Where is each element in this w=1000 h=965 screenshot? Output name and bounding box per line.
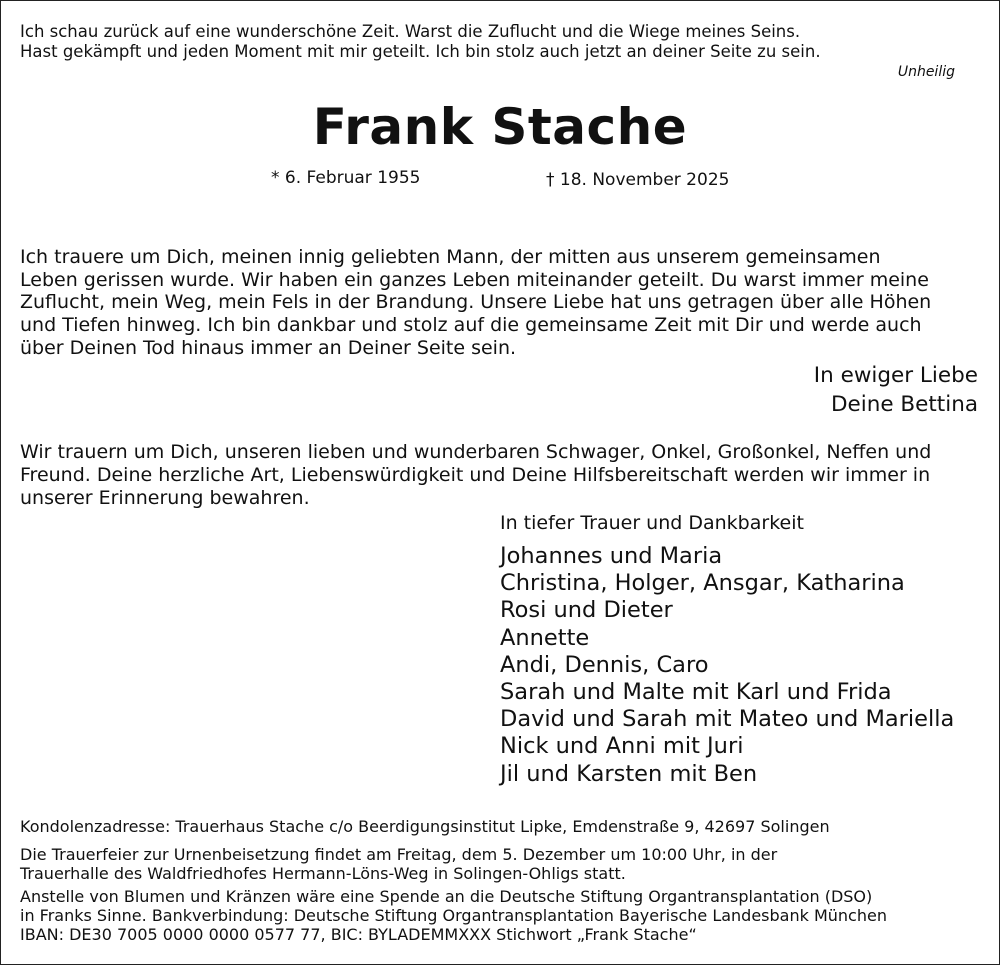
death-date: † 18. November 2025 — [546, 170, 730, 190]
family-name-line: Jil und Karsten mit Ben — [500, 760, 758, 787]
wife-message — [20, 246, 931, 360]
signature-line: Deine Bettina — [830, 392, 978, 417]
family-names — [500, 543, 954, 788]
ceremony-line: Die Trauerfeier zur Urnenbeisetzung findet am Freitag, dem 5. Dezember um 10:00 Uhr, in der — [20, 845, 778, 864]
family-signature-intro: In tiefer Trauer und Dankbarkeit — [500, 512, 804, 534]
quote-line: Ich schau zurück auf eine wunderschöne Zeit. Warst die Zuflucht und die Wiege meines Seins. — [20, 22, 801, 41]
family-name-line: David und Sarah mit Mateo und Mariella — [500, 706, 955, 733]
family-name-line: Nick und Anni mit Juri — [500, 733, 744, 760]
message-line: Freund. Deine herzliche Art, Liebenswürdigkeit und Deine Hilfsbereitschaft werden wir immer in — [20, 463, 931, 486]
signature-line: In ewiger Liebe — [813, 363, 978, 388]
message-line: über Deinen Tod hinaus immer an Deiner Seite sein. — [20, 336, 517, 359]
condolence-address: Kondolenzadresse: Trauerhaus Stache c/o Beerdigungsinstitut Lipke, Emdenstraße 9, 42697 Solingen — [20, 817, 830, 836]
ceremony-info — [20, 845, 777, 883]
wife-signature — [814, 361, 978, 419]
family-name-line: Rosi und Dieter — [500, 597, 673, 624]
message-line: unserer Erinnerung bewahren. — [20, 486, 310, 509]
message-line: Wir trauern um Dich, unseren lieben und wunderbaren Schwager, Onkel, Großonkel, Neffen und — [20, 441, 932, 463]
ceremony-line: Trauerhalle des Waldfriedhofes Hermann-Löns-Weg in Solingen-Ohligs statt. — [20, 864, 626, 883]
message-line: und Tiefen hinweg. Ich bin dankbar und stolz auf die gemeinsame Zeit mit Dir und werde auch — [20, 314, 922, 337]
family-name-line: Johannes und Maria — [500, 543, 723, 569]
family-name-line: Christina, Holger, Ansgar, Katharina — [500, 570, 905, 597]
donation-line: IBAN: DE30 7005 0000 0000 0577 77, BIC: BYLADEMMXXX Stichwort „Frank Stache“ — [20, 925, 697, 944]
birth-date: * 6. Februar 1955 — [271, 168, 421, 188]
donation-info — [20, 887, 887, 944]
quote-author: Unheilig — [897, 64, 955, 80]
family-name-line: Annette — [500, 624, 590, 651]
family-name-line: Sarah und Malte mit Karl und Frida — [500, 679, 892, 706]
opening-quote — [20, 22, 821, 61]
message-line: Ich trauere um Dich, meinen innig geliebten Mann, der mitten aus unserem gemeinsamen — [20, 246, 881, 268]
family-message — [20, 441, 931, 510]
family-name-line: Andi, Dennis, Caro — [500, 651, 709, 678]
quote-line: Hast gekämpft und jeden Moment mit mir geteilt. Ich bin stolz auch jetzt an deiner Seite zu sein. — [20, 41, 821, 61]
message-line: Leben gerissen wurde. Wir haben ein ganzes Leben miteinander geteilt. Du warst immer meine — [20, 268, 929, 291]
donation-line: in Franks Sinne. Bankverbindung: Deutsche Stiftung Organtransplantation Bayerische Landesbank München — [20, 906, 887, 925]
donation-line: Anstelle von Blumen und Kränzen wäre eine Spende an die Deutsche Stiftung Organtransplantation (DSO) — [20, 887, 873, 906]
deceased-name: Frank Stache — [312, 98, 688, 156]
message-line: Zuflucht, mein Weg, mein Fels in der Brandung. Unsere Liebe hat uns getragen über alle Höhen — [20, 291, 932, 314]
